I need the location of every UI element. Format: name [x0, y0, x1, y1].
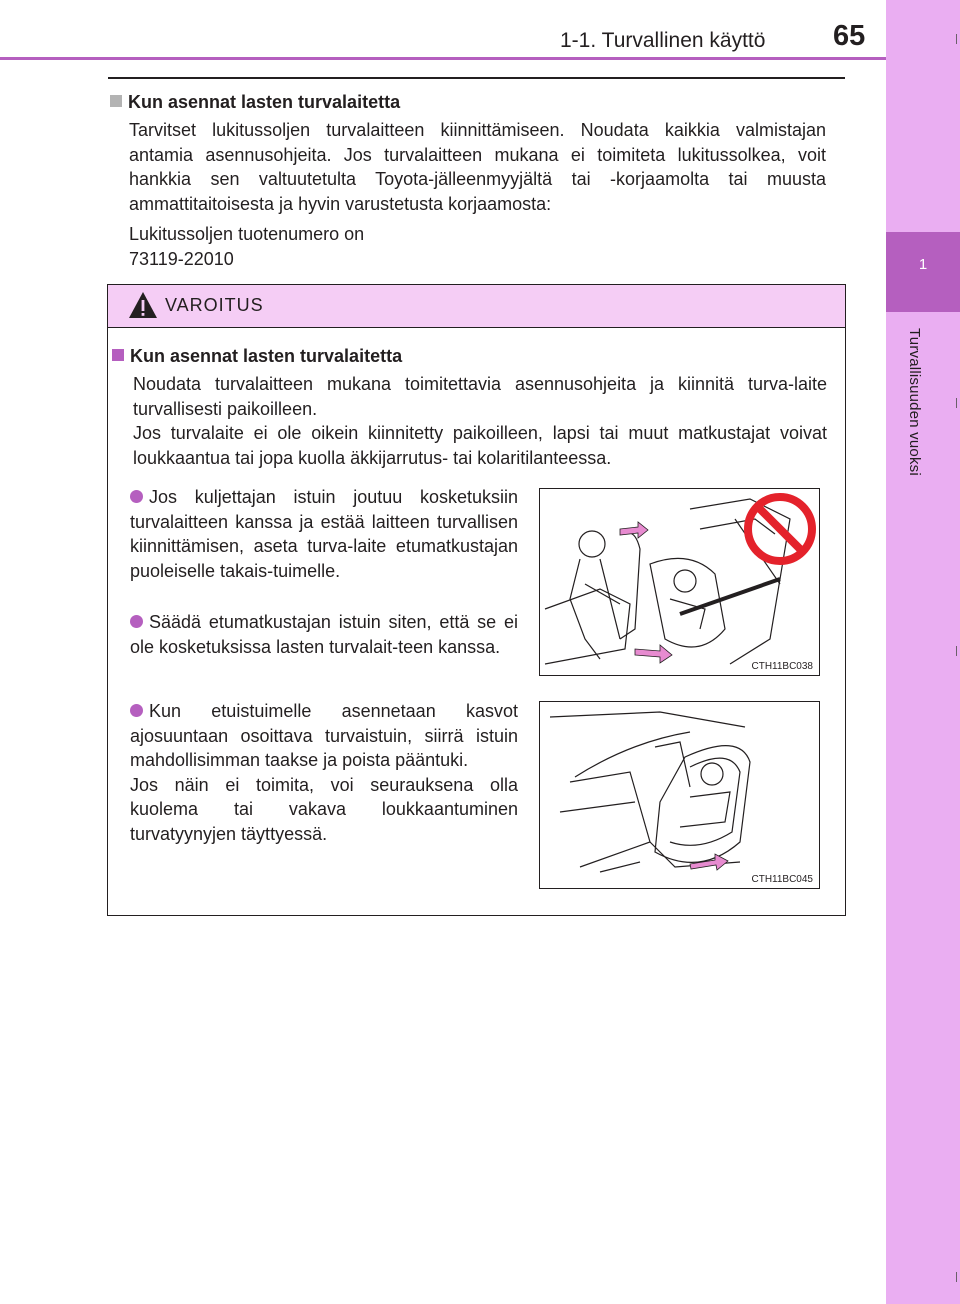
warning-title: VAROITUS: [165, 295, 264, 315]
car-interior-illustration: [540, 489, 819, 675]
chapter-title: Turvallisuuden vuoksi: [906, 328, 923, 476]
section-heading: Kun asennat lasten turvalaitetta: [110, 92, 400, 113]
prohibited-icon: [748, 497, 812, 561]
round-bullet-icon: [130, 615, 143, 628]
square-bullet-icon: [112, 349, 124, 361]
illustration-rear-seat-child-seat: [539, 488, 820, 676]
warning-bullet: Kun etuistuimelle asennetaan kasvot ajosuuntaan osoittava turvaistuin, siirrä istuin mahdollisimman taakse ja poista pääntuki. Jos näin ei toimita, voi seurauksena olla kuolema tai vakava loukkaantuminen turvatyynyjen täyttyessä.: [130, 701, 518, 844]
illustration-front-seat-child-seat: [539, 701, 820, 889]
chapter-number: 1: [918, 256, 928, 273]
figure-code: CTH11BC045: [751, 874, 813, 885]
header-divider: [0, 57, 886, 60]
car-interior-illustration: [540, 702, 819, 888]
round-bullet-icon: [130, 704, 143, 717]
section-rule: [108, 77, 845, 79]
warning-text: Noudata turvalaitteen mukana toimitettavia asennusohjeita ja kiinnitä turva-laite turvallisesti paikoilleen. Jos turvalaite ei ole oikein kiinnitetty paikoilleen, lapsi tai muut matkustajat voivat loukkaantua tai jopa kuolla äkkijarrutus- tai kolaritilanteessa.: [133, 374, 827, 468]
square-bullet-icon: [110, 95, 122, 107]
chapter-sidebar: [886, 0, 960, 1304]
part-number-text: Lukitussoljen tuotenumero on 73119-22010: [129, 224, 365, 269]
warning-bullet: Säädä etumatkustajan istuin siten, että se ei ole kosketuksissa lasten turvalait-teen kanssa.: [130, 612, 518, 657]
warning-header: [108, 285, 845, 328]
warning-heading: Kun asennat lasten turvalaitetta: [112, 346, 402, 367]
warning-bullet: Jos kuljettajan istuin joutuu kosketuksiin turvalaitteen kanssa ja estää laitteen turvallisen kiinnittämisen, aseta turva-laite etumatkustajan puoleiselle takais-tuimelle.: [130, 487, 518, 581]
crop-mark: [956, 1272, 957, 1282]
page-number: 65: [833, 20, 866, 52]
crop-mark: [956, 646, 957, 656]
section-paragraph: Tarvitset lukitussoljen turvalaitteen kiinnittämiseen. Noudata kaikkia valmistajan antamia asennusohjeita. Jos turvalaitteen mukana ei toimiteta lukitussolkea, voit hankkia sen valtuutetulta Toyota-jälleenmyyjältä tai -korjaamolta tai muusta ammattitaitoisesta ja hyvin varustetusta korjaamosta:: [129, 120, 826, 214]
warning-triangle-icon: [128, 291, 158, 319]
running-header: 1-1. Turvallinen käyttö: [560, 29, 766, 52]
round-bullet-icon: [130, 490, 143, 503]
figure-code: CTH11BC038: [751, 661, 813, 672]
crop-mark: [956, 34, 957, 44]
crop-mark: [956, 398, 957, 408]
